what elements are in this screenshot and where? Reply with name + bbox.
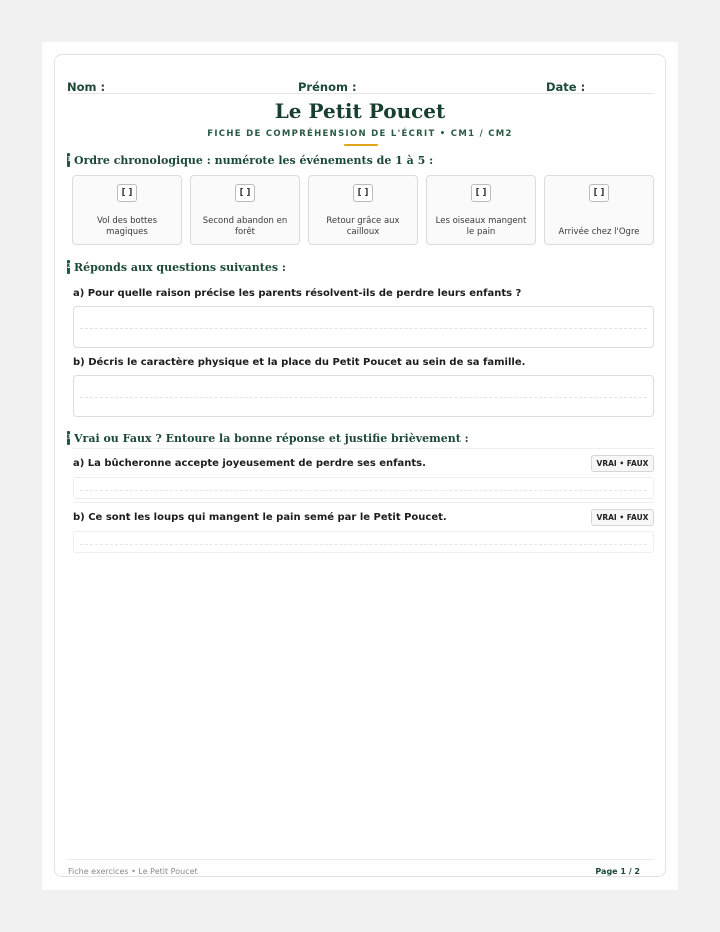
question-b: b) Décris le caractère physique et la place du Petit Poucet au sein de sa famille.	[73, 357, 526, 368]
order-number-box[interactable]: [ ]	[353, 184, 373, 202]
prenom-label: Prénom :	[298, 80, 357, 94]
answer-box-b[interactable]	[73, 375, 654, 417]
section-3-heading	[67, 431, 469, 445]
order-number-box[interactable]: [ ]	[117, 184, 137, 202]
nom-label: Nom :	[67, 80, 106, 94]
justification-box-a[interactable]	[73, 477, 654, 499]
order-number-box[interactable]: [ ]	[589, 184, 609, 202]
page-number: Page 1 / 2	[595, 867, 640, 876]
tf-divider	[73, 448, 654, 449]
true-false-choice-b[interactable]: VRAI • FAUX	[591, 509, 654, 526]
event-card	[72, 175, 182, 245]
true-false-choice-a[interactable]: VRAI • FAUX	[591, 455, 654, 472]
section-3-title: Vrai ou Faux ? Entoure la bonne réponse et justifie brièvement :	[74, 431, 469, 445]
worksheet-frame	[54, 54, 666, 877]
tf-divider	[73, 502, 654, 503]
section-1-title: Ordre chronologique : numérote les événements de 1 à 5 :	[74, 153, 434, 167]
section-1-heading	[67, 153, 433, 167]
justification-box-b[interactable]	[73, 531, 654, 553]
section-2-number: 2	[67, 260, 70, 274]
student-info-fields	[67, 67, 655, 93]
section-1-number: 1	[67, 153, 70, 167]
section-2-heading	[67, 260, 286, 274]
order-number-box[interactable]: [ ]	[235, 184, 255, 202]
footer-title: Fiche exercices • Le Petit Poucet	[68, 867, 198, 876]
event-card	[426, 175, 536, 245]
title-accent-bar	[344, 144, 378, 146]
true-false-statement-b: b) Ce sont les loups qui mangent le pain semé par le Petit Poucet.	[73, 512, 447, 523]
worksheet-page	[42, 42, 678, 890]
question-a: a) Pour quelle raison précise les parents résolvent-ils de perdre leurs enfants ?	[73, 288, 522, 299]
header-divider	[68, 93, 654, 94]
section-2-title: Réponds aux questions suivantes :	[74, 260, 286, 274]
event-card	[544, 175, 654, 245]
event-label: Les oiseaux mangent le pain	[435, 216, 527, 237]
page-title: Le Petit Poucet	[274, 99, 446, 123]
chronology-events	[72, 175, 654, 245]
event-card	[308, 175, 418, 245]
event-label: Vol des bottes magiques	[96, 216, 158, 237]
page-subtitle: FICHE DE COMPRÉHENSION DE L'ÉCRIT • CM1 / CM2	[207, 129, 513, 139]
true-false-statement-a: a) La bûcheronne accepte joyeusement de perdre ses enfants.	[73, 458, 426, 469]
footer-divider	[68, 859, 654, 860]
order-number-box[interactable]: [ ]	[471, 184, 491, 202]
date-label: Date :	[546, 80, 586, 94]
event-card	[190, 175, 300, 245]
event-label: Arrivée chez l'Ogre	[558, 227, 640, 237]
event-label: Retour grâce aux cailloux	[326, 216, 400, 237]
event-label: Second abandon en forêt	[202, 216, 288, 237]
answer-box-a[interactable]	[73, 306, 654, 348]
section-3-number: 3	[67, 431, 70, 445]
